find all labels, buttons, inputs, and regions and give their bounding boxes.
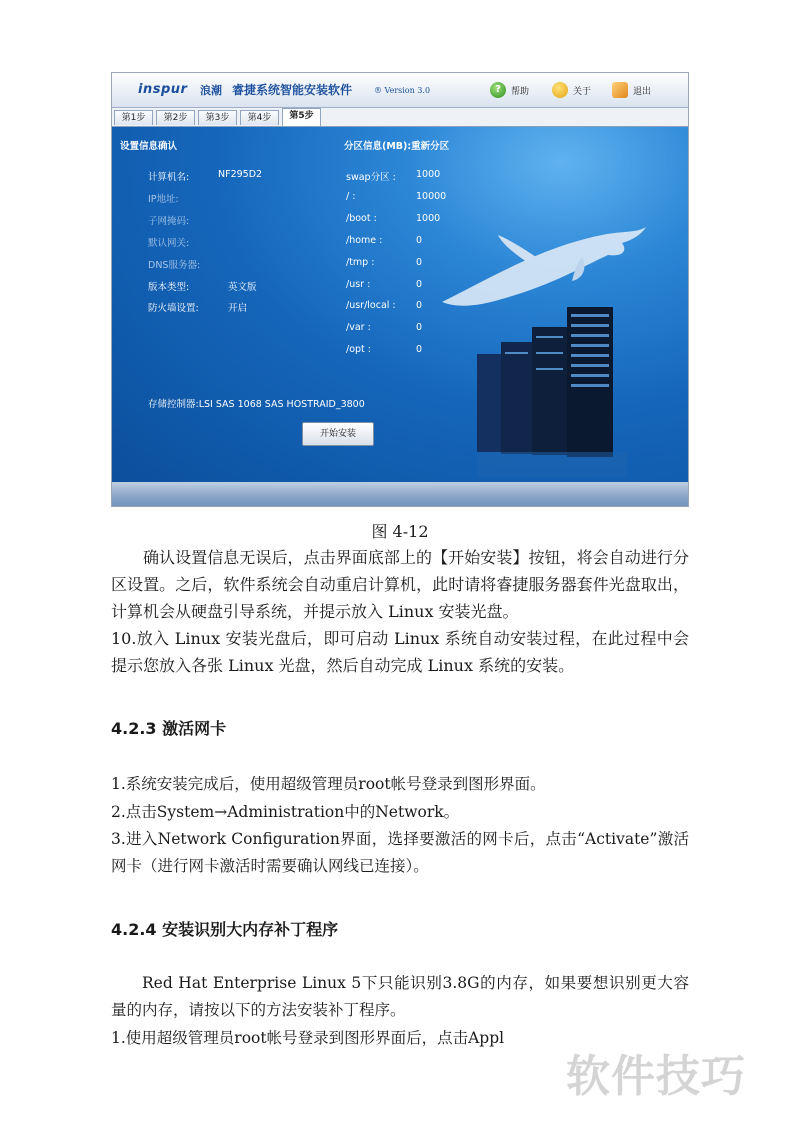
section-heading: 4.2.3 激活网卡	[111, 719, 227, 738]
paragraph: 确认设置信息无误后，点击界面底部上的【开始安装】按钮，将会自动进行分区设置。之后，软件系统会自动重启计算机，此时请将睿捷服务器套件光盘取出，计算机会从硬盘引导系统，并提示放入 Linux 安装光盘。	[111, 548, 689, 621]
setting-value: NF295D2	[218, 169, 263, 180]
partition-mount: /usr/local :	[346, 300, 396, 311]
partition-size: 0	[416, 257, 423, 268]
setting-label: 默认网关:	[148, 238, 190, 249]
partition-mount: /opt :	[346, 344, 371, 355]
partition-mount: / :	[346, 191, 356, 202]
partition-size: 0	[416, 235, 423, 246]
server-racks-illustration	[477, 302, 627, 477]
about-label: 关于	[573, 86, 592, 97]
storage-controller: 存储控制器:LSI SAS 1068 SAS HOSTRAID_3800	[148, 399, 365, 410]
list-item: 1.使用超级管理员root帐号登录到图形界面后，点击Appl	[111, 1029, 505, 1047]
app-version: ® Version 3.0	[374, 86, 431, 95]
partition-size: 10000	[416, 191, 447, 202]
exit-label: 退出	[633, 86, 652, 97]
help-label: 帮助	[511, 86, 530, 97]
partition-size: 1000	[416, 169, 441, 180]
help-button[interactable]	[490, 81, 529, 99]
tab-step-2[interactable]: 第2步	[156, 110, 195, 125]
exit-icon	[612, 82, 628, 98]
partition-mount: swap分区 :	[346, 172, 396, 183]
partition-size: 0	[416, 300, 423, 311]
list-item: 3.进入Network Configuration界面，选择要激活的网卡后，点击“Activate”激活网卡（进行网卡激活时需要确认网线已连接）。	[111, 830, 689, 875]
setting-label: 版本类型:	[148, 282, 190, 293]
step-tabs	[112, 108, 688, 127]
app-title: 睿捷系统智能安装软件	[232, 83, 353, 97]
tab-step-1[interactable]: 第1步	[114, 110, 153, 125]
installer-screenshot	[111, 72, 689, 507]
about-icon	[552, 82, 568, 98]
partition-mount: /home :	[346, 235, 383, 246]
partition-mount: /tmp :	[346, 257, 375, 268]
figure-caption: 图 4-12	[371, 522, 429, 541]
setting-value: 英文版	[228, 282, 257, 293]
partition-mount: /boot :	[346, 213, 377, 224]
paragraph: Red Hat Enterprise Linux 5下只能识别3.8G的内存，如果要想识别更大容量的内存，请按以下的方法安装补丁程序。	[111, 974, 689, 1019]
partition-header: 分区信息(MB):重新分区	[344, 141, 450, 152]
setting-label: DNS服务器:	[148, 260, 201, 271]
start-install-button[interactable]: 开始安装	[302, 422, 374, 446]
partition-size: 0	[416, 279, 423, 290]
list-item: 2.点击System→Administration中的Network。	[111, 803, 460, 821]
setting-label: 计算机名:	[148, 172, 190, 183]
setting-label: 子网掩码:	[148, 216, 190, 227]
tab-step-5[interactable]: 第5步	[282, 108, 321, 126]
partition-size: 0	[416, 344, 423, 355]
brand-cn: 浪潮	[200, 84, 222, 97]
installer-footer	[112, 482, 688, 507]
tab-step-3[interactable]: 第3步	[198, 110, 237, 125]
about-button[interactable]	[552, 81, 591, 99]
installer-titlebar	[112, 73, 688, 108]
partition-mount: /var :	[346, 322, 371, 333]
tab-step-4[interactable]: 第4步	[240, 110, 279, 125]
list-item: 1.系统安装完成后，使用超级管理员root帐号登录到图形界面。	[111, 775, 546, 793]
partition-size: 1000	[416, 213, 441, 224]
paragraph: 10.放入 Linux 安装光盘后，即可启动 Linux 系统自动安装过程，在此过程中会提示您放入各张 Linux 光盘，然后自动完成 Linux 系统的安装。	[111, 629, 689, 675]
confirm-panel	[112, 127, 688, 482]
help-icon: ?	[490, 82, 506, 98]
setting-value: 开启	[228, 303, 248, 314]
exit-button[interactable]	[612, 81, 651, 99]
setting-label: IP地址:	[148, 194, 179, 205]
dolphin-illustration	[432, 207, 652, 317]
watermark: 软件技巧	[566, 1051, 746, 1102]
brand-logo: inspur	[138, 82, 188, 97]
partition-size: 0	[416, 322, 423, 333]
section-heading: 4.2.4 安装识别大内存补丁程序	[111, 920, 339, 939]
settings-header: 设置信息确认	[120, 141, 178, 152]
setting-label: 防火墙设置:	[148, 303, 199, 314]
partition-mount: /usr :	[346, 279, 371, 290]
